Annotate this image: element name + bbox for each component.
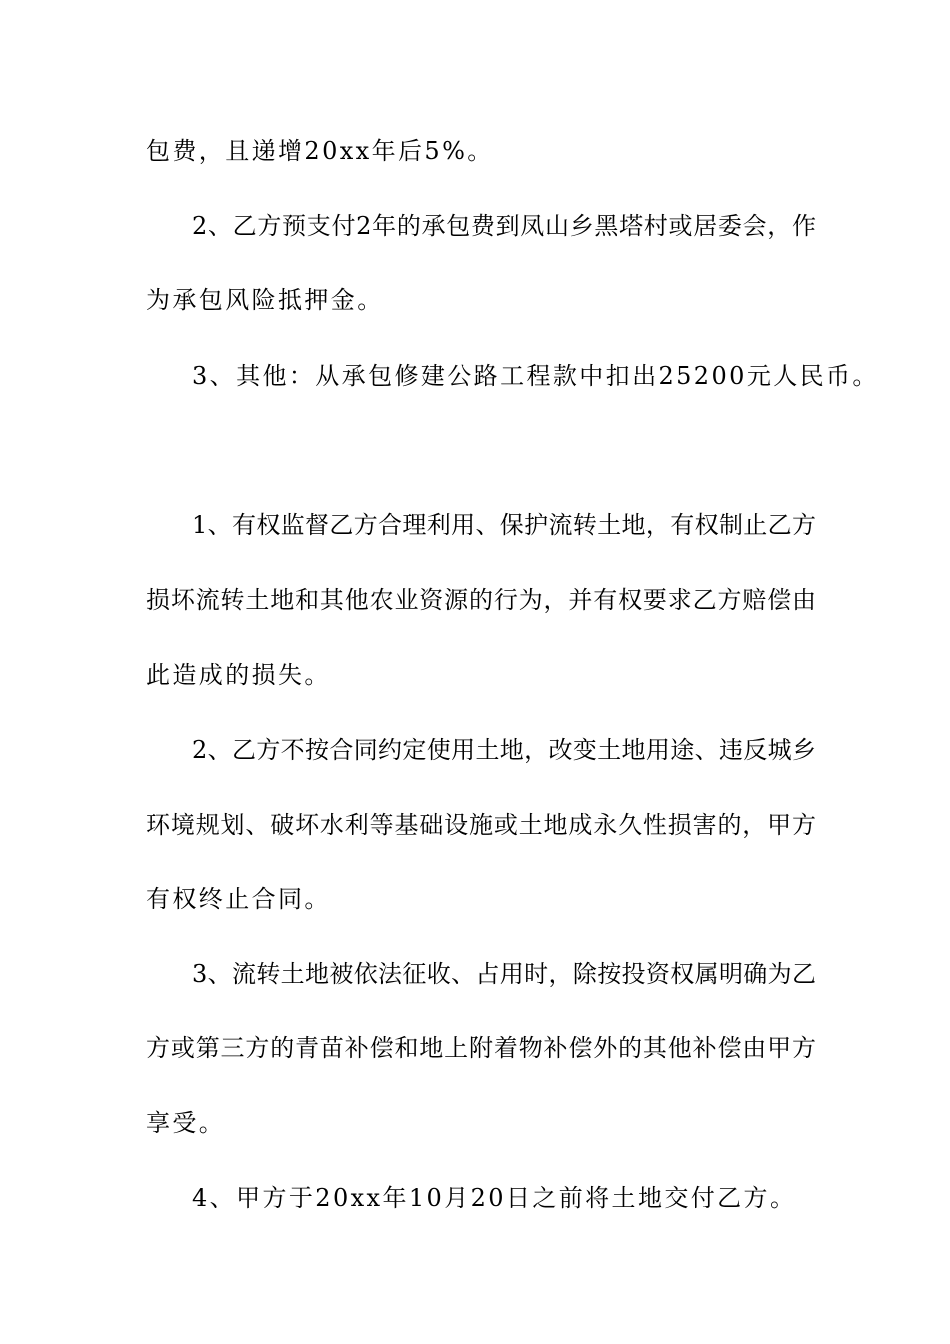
text-line: 3、其他：从承包修建公路工程款中扣出25200元人民币。 [192, 362, 879, 390]
text-line: 方或第三方的青苗补偿和地上附着物补偿外的其他补偿由甲方 [146, 1034, 816, 1062]
text-line: 环境规划、破坏水利等基础设施或土地成永久性损害的，甲方 [146, 811, 816, 839]
text-line: 为承包风险抵押金。 [146, 286, 384, 314]
text-line: 2、乙方不按合同约定使用土地，改变土地用途、违反城乡 [192, 736, 816, 764]
text-line: 4、甲方于20xx年10月20日之前将土地交付乙方。 [192, 1184, 797, 1212]
text-line: 享受。 [146, 1109, 226, 1137]
text-line: 3、流转土地被依法征收、占用时，除按投资权属明确为乙 [192, 960, 816, 988]
text-line: 损坏流转土地和其他农业资源的行为，并有权要求乙方赔偿由 [146, 586, 816, 614]
text-line: 此造成的损失。 [146, 661, 331, 689]
text-line: 1、有权监督乙方合理利用、保护流转土地，有权制止乙方 [192, 511, 816, 539]
text-line: 包费，且递增20xx年后5%。 [146, 137, 494, 165]
text-line: 2、乙方预支付2年的承包费到凤山乡黑塔村或居委会，作 [192, 212, 816, 240]
text-line: 有权终止合同。 [146, 885, 331, 913]
